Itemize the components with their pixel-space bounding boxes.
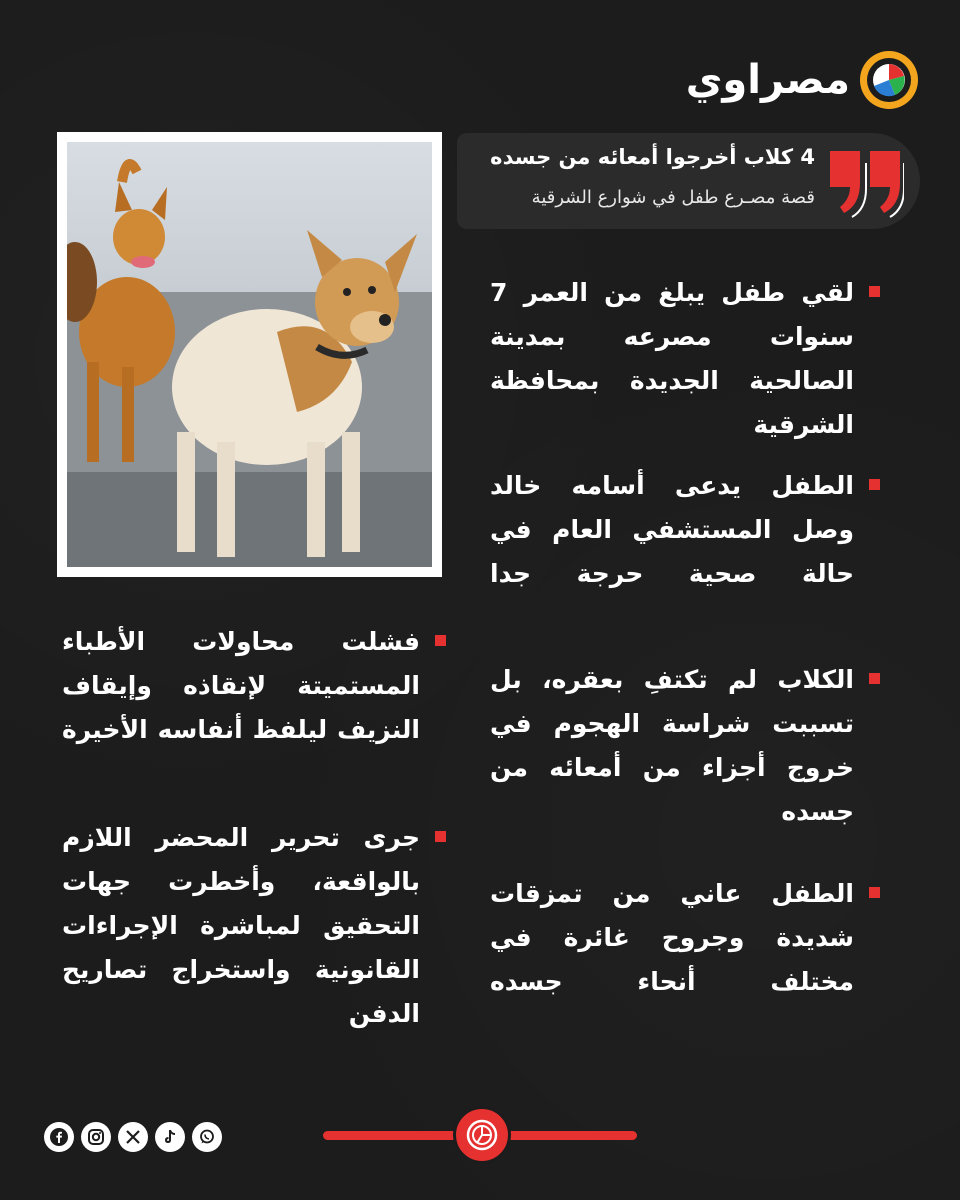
- dogs-photo-image: [67, 142, 432, 567]
- bullet-text: الكلاب لم تكتفِ بعقره، بل تسببت شراسة الهجوم في خروج أجزاء من أمعائه من جسده: [490, 665, 854, 826]
- whatsapp-icon[interactable]: [192, 1122, 222, 1152]
- bullet-marker: [435, 831, 446, 842]
- logo-mark-icon: [860, 51, 918, 109]
- brand-logo: [686, 50, 918, 110]
- bullet-text: جرى تحرير المحضر اللازم بالواقعة، وأخطرت جهات التحقيق لمباشرة الإجراءات القانونية واستخراج تصاريح الدفن: [62, 823, 420, 1028]
- facebook-icon[interactable]: [44, 1122, 74, 1152]
- quote-icon: [826, 143, 904, 221]
- bullet-marker: [435, 635, 446, 646]
- bullet-item: [62, 816, 448, 1036]
- article-photo: [57, 132, 442, 577]
- bullet-marker: [869, 887, 880, 898]
- bullet-text: الطفل يدعى أسامه خالد وصل المستشفي العام في حالة صحية حرجة جدا: [490, 471, 854, 588]
- bullet-text: الطفل عاني من تمزقات شديدة وجروح غائرة في مختلف أنحاء جسده: [490, 879, 854, 996]
- bullet-text: فشلت محاولات الأطباء المستميتة لإنقاذه وإيقاف النزيف ليلفظ أنفاسه الأخيرة: [62, 627, 420, 744]
- bullet-marker: [869, 479, 880, 490]
- headline-title: 4 كلاب أخرجوا أمعائه من جسده: [490, 145, 815, 169]
- bullet-item: [62, 620, 448, 752]
- bullet-text: لقي طفل يبلغ من العمر 7 سنوات مصرعه بمدينة الصالحية الجديدة بمحافظة الشرقية: [490, 278, 854, 439]
- x-icon[interactable]: [118, 1122, 148, 1152]
- footer-logo-icon: [453, 1106, 511, 1164]
- bullet-item: [490, 271, 882, 447]
- bullet-item: [490, 872, 882, 1004]
- bullet-item: [490, 658, 882, 834]
- social-links: [44, 1122, 222, 1152]
- tiktok-icon[interactable]: [155, 1122, 185, 1152]
- headline-box: [457, 133, 920, 229]
- headline-subtitle: قصة مصـرع طفل في شوارع الشرقية: [531, 187, 815, 208]
- instagram-icon[interactable]: [81, 1122, 111, 1152]
- bullet-item: [490, 464, 882, 596]
- bullet-marker: [869, 673, 880, 684]
- brand-name: مصراوي: [685, 57, 850, 103]
- bullet-marker: [869, 286, 880, 297]
